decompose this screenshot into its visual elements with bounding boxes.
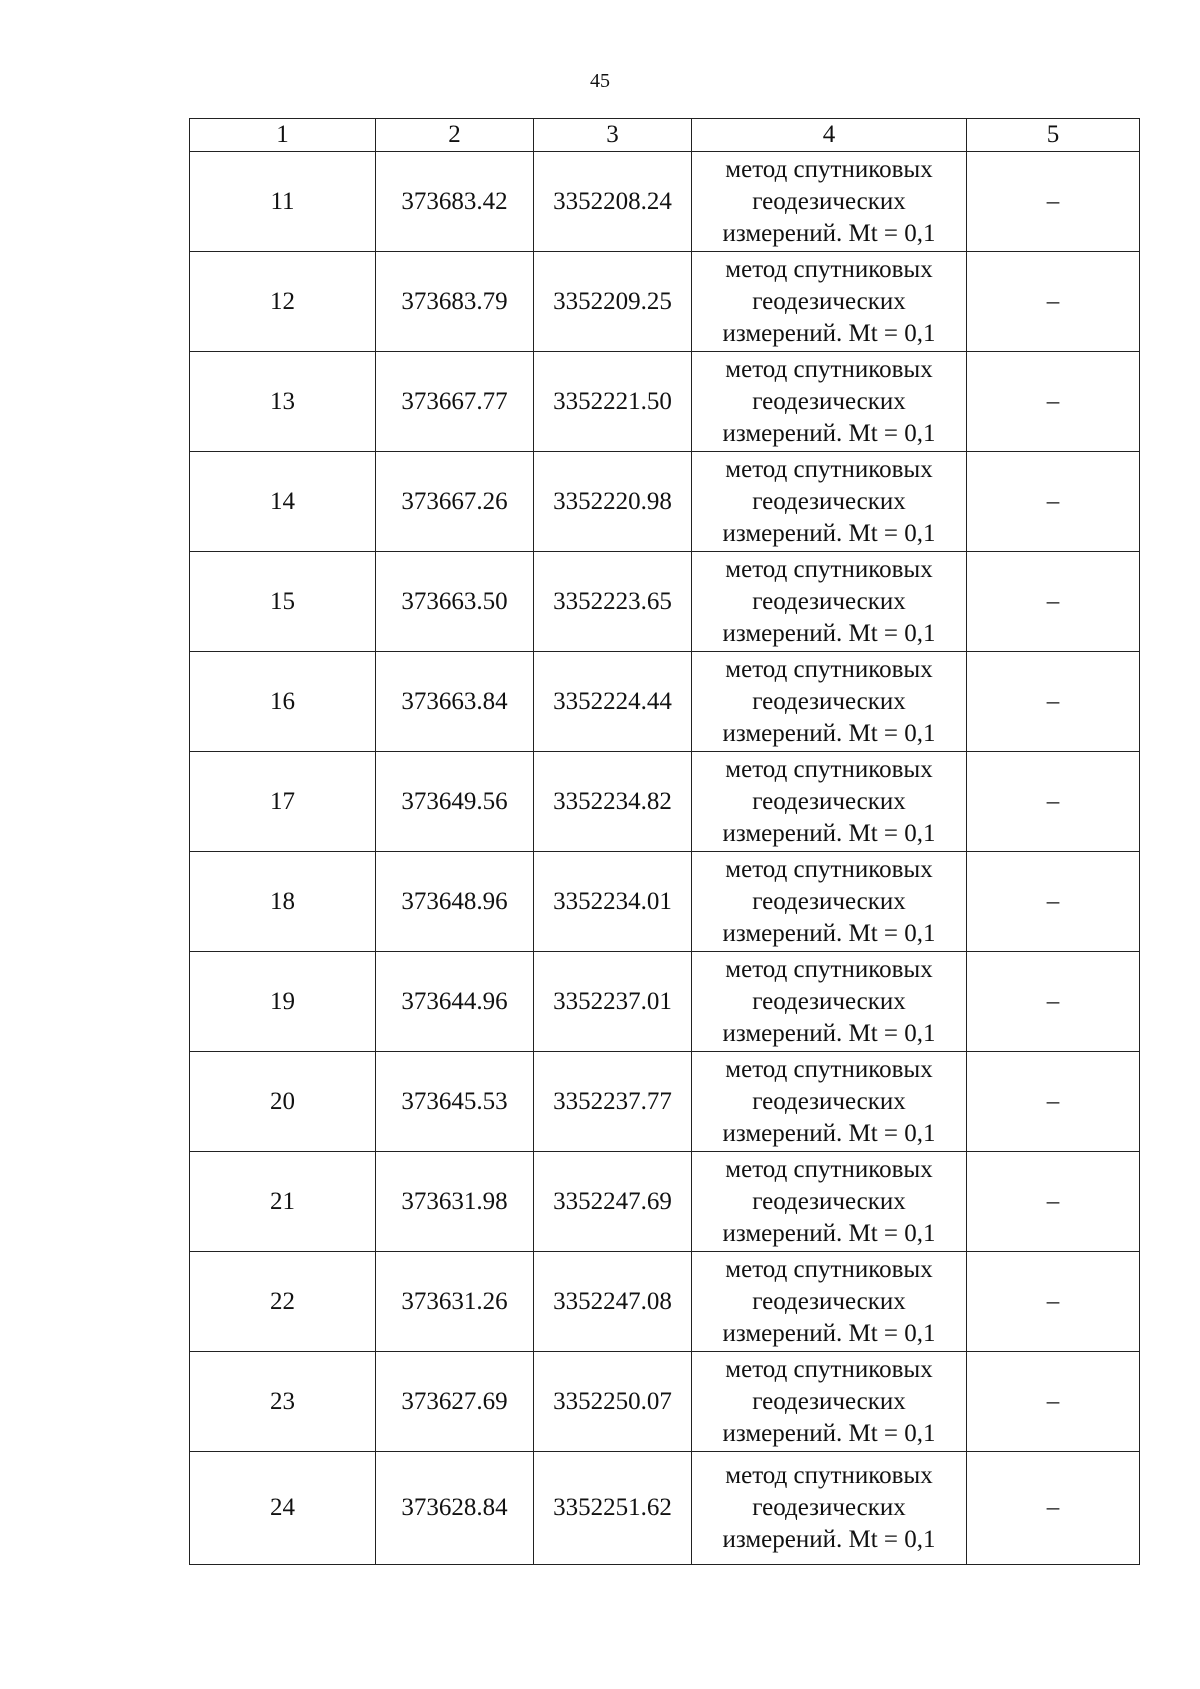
point-number-cell: 24: [190, 1452, 376, 1565]
method-text: метод спутниковых геодезических измерений. Mt = 0,1: [722, 1355, 936, 1447]
method-text: метод спутниковых геодезических измерений. Mt = 0,1: [722, 755, 936, 847]
x-coordinate-cell: 373645.53: [376, 1052, 534, 1152]
point-number-cell: 15: [190, 552, 376, 652]
table-row: [190, 552, 1140, 652]
method-cell: [692, 752, 967, 852]
x-coordinate-cell: 373663.50: [376, 552, 534, 652]
header-cell-5: 5: [967, 119, 1140, 152]
method-text: метод спутниковых геодезических измерений. Mt = 0,1: [722, 555, 936, 647]
point-number-cell: 13: [190, 352, 376, 452]
method-cell: [692, 1152, 967, 1252]
coordinates-table: [189, 118, 1140, 1565]
point-number-cell: 22: [190, 1252, 376, 1352]
method-cell: [692, 552, 967, 652]
note-cell: –: [967, 652, 1140, 752]
method-text: метод спутниковых геодезических измерений. Mt = 0,1: [722, 1462, 936, 1553]
method-text: метод спутниковых геодезических измерений. Mt = 0,1: [722, 455, 936, 547]
note-cell: –: [967, 1052, 1140, 1152]
table-row: [190, 252, 1140, 352]
table-row: [190, 652, 1140, 752]
x-coordinate-cell: 373663.84: [376, 652, 534, 752]
note-cell: –: [967, 352, 1140, 452]
table-row: [190, 1252, 1140, 1352]
note-cell: –: [967, 552, 1140, 652]
y-coordinate-cell: 3352220.98: [534, 452, 692, 552]
x-coordinate-cell: 373683.79: [376, 252, 534, 352]
x-coordinate-cell: 373644.96: [376, 952, 534, 1052]
method-cell: [692, 1052, 967, 1152]
method-cell: [692, 1352, 967, 1452]
x-coordinate-cell: 373667.77: [376, 352, 534, 452]
y-coordinate-cell: 3352234.82: [534, 752, 692, 852]
note-cell: –: [967, 752, 1140, 852]
method-cell: [692, 952, 967, 1052]
method-text: метод спутниковых геодезических измерений. Mt = 0,1: [722, 1155, 936, 1247]
method-cell: [692, 852, 967, 952]
method-cell: [692, 352, 967, 452]
y-coordinate-cell: 3352247.69: [534, 1152, 692, 1252]
y-coordinate-cell: 3352237.01: [534, 952, 692, 1052]
point-number-cell: 14: [190, 452, 376, 552]
note-cell: –: [967, 852, 1140, 952]
x-coordinate-cell: 373649.56: [376, 752, 534, 852]
table-row: [190, 1352, 1140, 1452]
note-cell: –: [967, 152, 1140, 252]
method-cell: [692, 152, 967, 252]
note-cell: –: [967, 452, 1140, 552]
y-coordinate-cell: 3352223.65: [534, 552, 692, 652]
note-cell: –: [967, 252, 1140, 352]
point-number-cell: 11: [190, 152, 376, 252]
y-coordinate-cell: 3352237.77: [534, 1052, 692, 1152]
y-coordinate-cell: 3352224.44: [534, 652, 692, 752]
method-cell: [692, 1252, 967, 1352]
x-coordinate-cell: 373628.84: [376, 1452, 534, 1565]
note-cell: –: [967, 1152, 1140, 1252]
table-row: [190, 1152, 1140, 1252]
header-cell-3: 3: [534, 119, 692, 152]
header-cell-4: 4: [692, 119, 967, 152]
method-cell: [692, 252, 967, 352]
y-coordinate-cell: 3352221.50: [534, 352, 692, 452]
note-cell: –: [967, 1252, 1140, 1352]
method-cell: [692, 452, 967, 552]
y-coordinate-cell: 3352247.08: [534, 1252, 692, 1352]
note-cell: –: [967, 952, 1140, 1052]
method-text: метод спутниковых геодезических измерений. Mt = 0,1: [722, 655, 936, 747]
method-cell: [692, 1452, 967, 1565]
table-row: [190, 1452, 1140, 1565]
y-coordinate-cell: 3352250.07: [534, 1352, 692, 1452]
point-number-cell: 18: [190, 852, 376, 952]
point-number-cell: 17: [190, 752, 376, 852]
page-number: 45: [590, 70, 610, 92]
note-cell: –: [967, 1452, 1140, 1565]
header-cell-1: 1: [190, 119, 376, 152]
method-text: метод спутниковых геодезических измерений. Mt = 0,1: [722, 855, 936, 947]
method-text: метод спутниковых геодезических измерений. Mt = 0,1: [722, 955, 936, 1047]
point-number-cell: 12: [190, 252, 376, 352]
point-number-cell: 16: [190, 652, 376, 752]
point-number-cell: 21: [190, 1152, 376, 1252]
table-row: [190, 752, 1140, 852]
table-row: [190, 952, 1140, 1052]
table-row: [190, 352, 1140, 452]
x-coordinate-cell: 373631.98: [376, 1152, 534, 1252]
point-number-cell: 23: [190, 1352, 376, 1452]
point-number-cell: 19: [190, 952, 376, 1052]
method-text: метод спутниковых геодезических измерений. Mt = 0,1: [722, 155, 936, 247]
y-coordinate-cell: 3352251.62: [534, 1452, 692, 1565]
note-cell: –: [967, 1352, 1140, 1452]
method-text: метод спутниковых геодезических измерений. Mt = 0,1: [722, 355, 936, 447]
table-row: [190, 152, 1140, 252]
y-coordinate-cell: 3352209.25: [534, 252, 692, 352]
method-cell: [692, 652, 967, 752]
table-row: [190, 852, 1140, 952]
y-coordinate-cell: 3352234.01: [534, 852, 692, 952]
table-row: [190, 452, 1140, 552]
method-text: метод спутниковых геодезических измерений. Mt = 0,1: [722, 255, 936, 347]
method-text: метод спутниковых геодезических измерений. Mt = 0,1: [722, 1055, 936, 1147]
table-row: [190, 1052, 1140, 1152]
header-cell-2: 2: [376, 119, 534, 152]
point-number-cell: 20: [190, 1052, 376, 1152]
method-text: метод спутниковых геодезических измерений. Mt = 0,1: [722, 1255, 936, 1347]
x-coordinate-cell: 373667.26: [376, 452, 534, 552]
x-coordinate-cell: 373631.26: [376, 1252, 534, 1352]
x-coordinate-cell: 373683.42: [376, 152, 534, 252]
table-header-row: [190, 119, 1140, 152]
x-coordinate-cell: 373627.69: [376, 1352, 534, 1452]
y-coordinate-cell: 3352208.24: [534, 152, 692, 252]
x-coordinate-cell: 373648.96: [376, 852, 534, 952]
